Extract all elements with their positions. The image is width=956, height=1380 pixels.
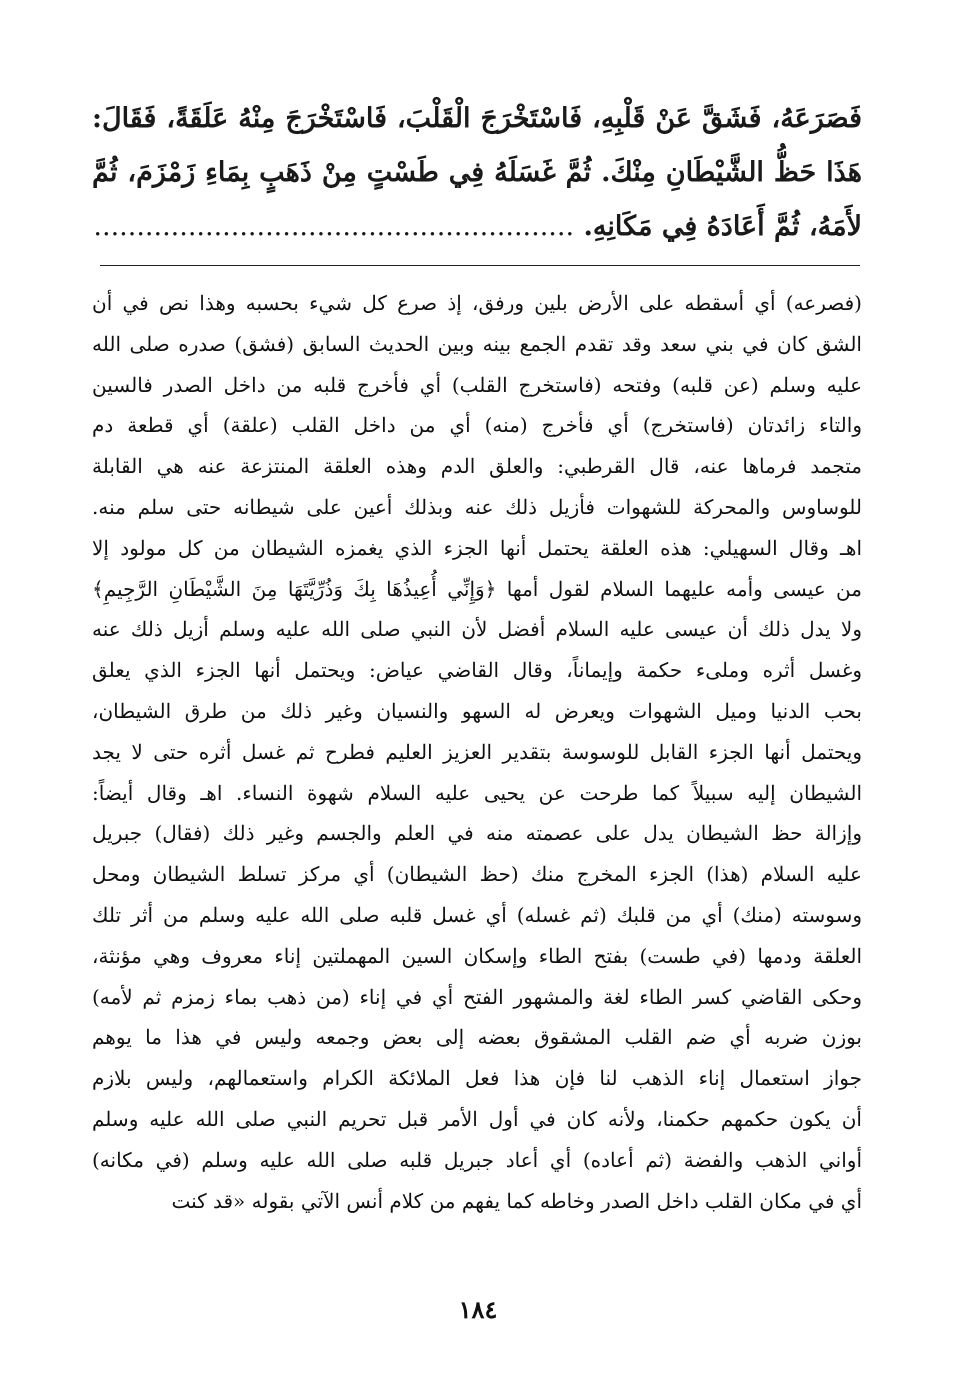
commentary-line: ولا يدل ذلك أن عيسى عليه السلام أفضل لأن النبي صلى الله عليه وسلم أزيل ذلك عنه <box>92 617 862 642</box>
commentary-line: بوزن ضربه أي ضم القلب المشقوق بعضه إلى بعض وجمعه وليس في هذا ما يوهم <box>92 1025 862 1050</box>
commentary-line: أي في مكان القلب داخل الصدر وخاطه كما يفهم من كلام أنس الآتي بقوله «قد كنت <box>171 1188 862 1213</box>
hadith-main-text: فَصَرَعَهُ، فَشَقَّ عَنْ قَلْبِهِ، فَاسْتَخْرَجَ الْقَلْبَ، فَاسْتَخْرَجَ مِنْهُ عَلَقَةً، فَقَالَ: هَذَا حَظُّ الشَّيْطَانِ مِنْكَ. ثُمَّ غَسَلَهُ فِي طَسْتٍ مِنْ ذَهَبٍ بِمَاءِ زَمْزَمَ، ثُمَّ لأَمَهُ، ثُمَّ أَعَادَهُ فِي مَكَانِهِ. <box>92 103 862 242</box>
commentary-line: بحب الدنيا وميل الشهوات ويعرض له السهو والنسيان وغير ذلك من طرق الشيطان، <box>92 698 862 723</box>
commentary-line: وحكى القاضي كسر الطاء لغة والمشهور الفتح أي في إناء (من ذهب بماء زمزم ثم لأمه) <box>92 984 862 1009</box>
commentary-line: العلقة ودمها (في طست) بفتح الطاء وإسكان السين المهملتين إناء معروف وهي مؤنثة، <box>92 943 862 968</box>
commentary-line: أن يكون حكمهم حكمنا، ولأنه كان في أول الأمر قبل تحريم النبي صلى الله عليه وسلم <box>92 1106 862 1131</box>
commentary-line: الشيطان إليه سبيلاً كما طرحت عن يحيى عليه السلام شهوة النساء. اهـ وقال أيضاً: <box>92 780 862 805</box>
page-number: ١٨٤ <box>458 1295 498 1324</box>
commentary-line: أواني الذهب والفضة (ثم أعاده) أي أعاد جبريل قلبه صلى الله عليه وسلم (في مكانه) <box>92 1147 862 1172</box>
commentary-line: وغسل أثره وملىء حكمة وإيماناً، وقال القاضي عياض: ويحتمل أنها الجزء الذي يعلق <box>92 658 862 683</box>
commentary-line: وسوسته (منك) أي من قلبك (ثم غسله) أي غسل قلبه صلى الله عليه وسلم من أثر تلك <box>92 902 862 927</box>
separator-rule <box>100 265 860 266</box>
commentary-line: ويحتمل أنها الجزء القابل للوسوسة بتقدير العزيز العليم فطرح ثم غسل أثره حتى لا يجد <box>92 739 862 764</box>
commentary-line: عليه السلام (هذا) الجزء المخرج منك (حظ الشيطان) أي مركز تسلط الشيطان ومحل <box>92 862 862 887</box>
commentary-line: عليه وسلم (عن قلبه) وفتحه (فاستخرج القلب) أي فأخرج قلبه من داخل الصدر فالسين <box>92 372 862 397</box>
commentary-line: الشق كان في بني سعد وقد تقدم الجمع بينه وبين الحديث السابق (فشق) صدره صلى الله <box>92 331 862 356</box>
commentary-line: للوساوس والمحركة للشهوات فأزيل ذلك عنه وبذلك أعين على شيطانه حتى سلم منه. <box>92 494 862 519</box>
commentary-block <box>92 283 862 1221</box>
commentary-line: والتاء زائدتان (فاستخرج) أي فأخرج (منه) أي من داخل القلب (علقة) أي قطعة دم <box>92 413 862 438</box>
hadith-text <box>92 92 862 254</box>
hadith-ellipsis: ........................................................ <box>93 211 575 242</box>
commentary-line: متجمد فرماها عنه، قال القرطبي: والعلق الدم وهذه العلقة المنتزعة عنه هي القابلة <box>92 454 862 479</box>
commentary-line: وإزالة حظ الشيطان يدل على عصمته منه في العلم والجسم وغير ذلك (فقال) جبريل <box>92 821 862 846</box>
commentary-line: جواز استعمال إناء الذهب لنا فإن هذا فعل الملائكة الكرام واستعمالهم، وليس بلازم <box>92 1066 862 1091</box>
commentary-line: اهـ وقال السهيلي: هذه العلقة يحتمل أنها الجزء الذي يغمزه الشيطان من كل مولود إلا <box>92 535 862 560</box>
commentary-line: من عيسى وأمه عليهما السلام لقول أمها ﴿وَإِنِّي أُعِيذُهَا بِكَ وَذُرِّيَّتَهَا مِنَ الشَّيْطَانِ الرَّجِيمِ﴾ <box>92 576 862 601</box>
commentary-line: (فصرعه) أي أسقطه على الأرض بلين ورفق، إذ صرع كل شيء بحسبه وهذا نص في أن <box>92 291 862 315</box>
